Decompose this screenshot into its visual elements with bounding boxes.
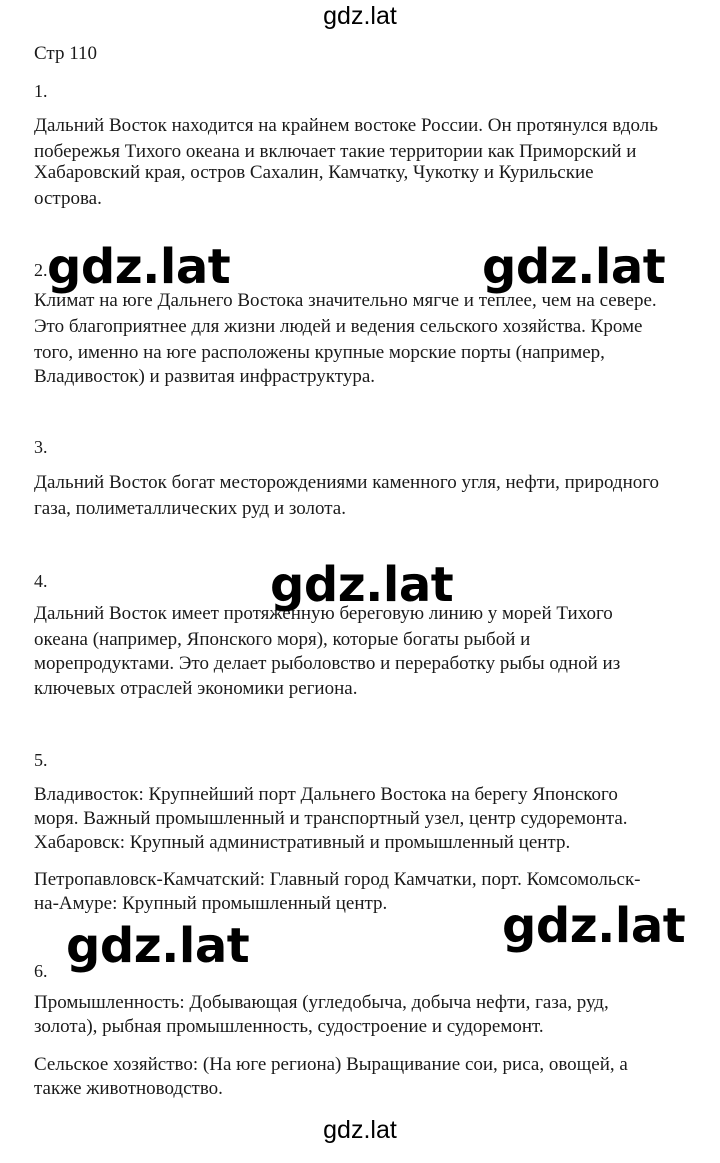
watermark: gdz.lat bbox=[482, 239, 666, 295]
section-6-line-2: золота), рыбная промышленность, судостроение и судоремонт. bbox=[34, 1016, 544, 1037]
section-4-line-3: морепродуктами. Это делает рыболовство и переработку рыбы одной из bbox=[34, 653, 621, 674]
section-2-line-2: Это благоприятнее для жизни людей и ведения сельского хозяйства. Кроме bbox=[34, 316, 643, 337]
site-header: gdz.lat bbox=[323, 2, 397, 30]
watermark: gdz.lat bbox=[270, 557, 454, 613]
section-1-line-4: острова. bbox=[34, 188, 102, 209]
site-footer: gdz.lat bbox=[323, 1116, 397, 1144]
section-5-line-2: моря. Важный промышленный и транспортный узел, центр судоремонта. bbox=[34, 808, 628, 829]
section-1-line-2: побережья Тихого океана и включает такие территории как Приморский и bbox=[34, 141, 637, 162]
section-5-line-3: Хабаровск: Крупный административный и промышленный центр. bbox=[34, 832, 571, 853]
section-6-line-4: также животноводство. bbox=[34, 1078, 223, 1099]
section-6-line-3: Сельское хозяйство: (На юге региона) Выращивание сои, риса, овощей, а bbox=[34, 1054, 628, 1075]
section-3-line-2: газа, полиметаллических руд и золота. bbox=[34, 498, 346, 519]
section-2-number: 2. bbox=[34, 260, 48, 280]
section-3-number: 3. bbox=[34, 437, 48, 457]
watermark: gdz.lat bbox=[502, 898, 686, 954]
section-5-line-5: на-Амуре: Крупный промышленный центр. bbox=[34, 893, 388, 914]
page-label: Стр 110 bbox=[34, 43, 98, 64]
section-6-number: 6. bbox=[34, 961, 48, 981]
section-6-line-1: Промышленность: Добывающая (угледобыча, добыча нефти, газа, руд, bbox=[34, 992, 609, 1013]
section-5-line-4: Петропавловск-Камчатский: Главный город Камчатки, порт. Комсомольск- bbox=[34, 869, 641, 890]
watermark: gdz.lat bbox=[47, 239, 231, 295]
section-2-line-3: того, именно на юге расположены крупные морские порты (например, bbox=[34, 342, 605, 363]
section-1-line-3: Хабаровский края, остров Сахалин, Камчатку, Чукотку и Курильские bbox=[34, 162, 594, 183]
section-5-number: 5. bbox=[34, 750, 48, 770]
section-2-line-1: Климат на юге Дальнего Востока значительно мягче и теплее, чем на севере. bbox=[34, 290, 657, 311]
section-5-line-1: Владивосток: Крупнейший порт Дальнего Востока на берегу Японского bbox=[34, 784, 618, 805]
section-3-line-1: Дальний Восток богат месторождениями каменного угля, нефти, природного bbox=[34, 472, 660, 493]
section-1-line-1: Дальний Восток находится на крайнем востоке России. Он протянулся вдоль bbox=[34, 115, 658, 136]
section-4-line-4: ключевых отраслей экономики региона. bbox=[34, 678, 358, 699]
section-4-number: 4. bbox=[34, 571, 48, 591]
section-1-number: 1. bbox=[34, 81, 48, 101]
watermark: gdz.lat bbox=[66, 918, 250, 974]
section-2-line-4: Владивосток) и развитая инфраструктура. bbox=[34, 366, 375, 387]
section-4-line-1: Дальний Восток имеет протяженную береговую линию у морей Тихого bbox=[34, 603, 613, 624]
section-4-line-2: океана (например, Японского моря), которые богаты рыбой и bbox=[34, 629, 531, 650]
